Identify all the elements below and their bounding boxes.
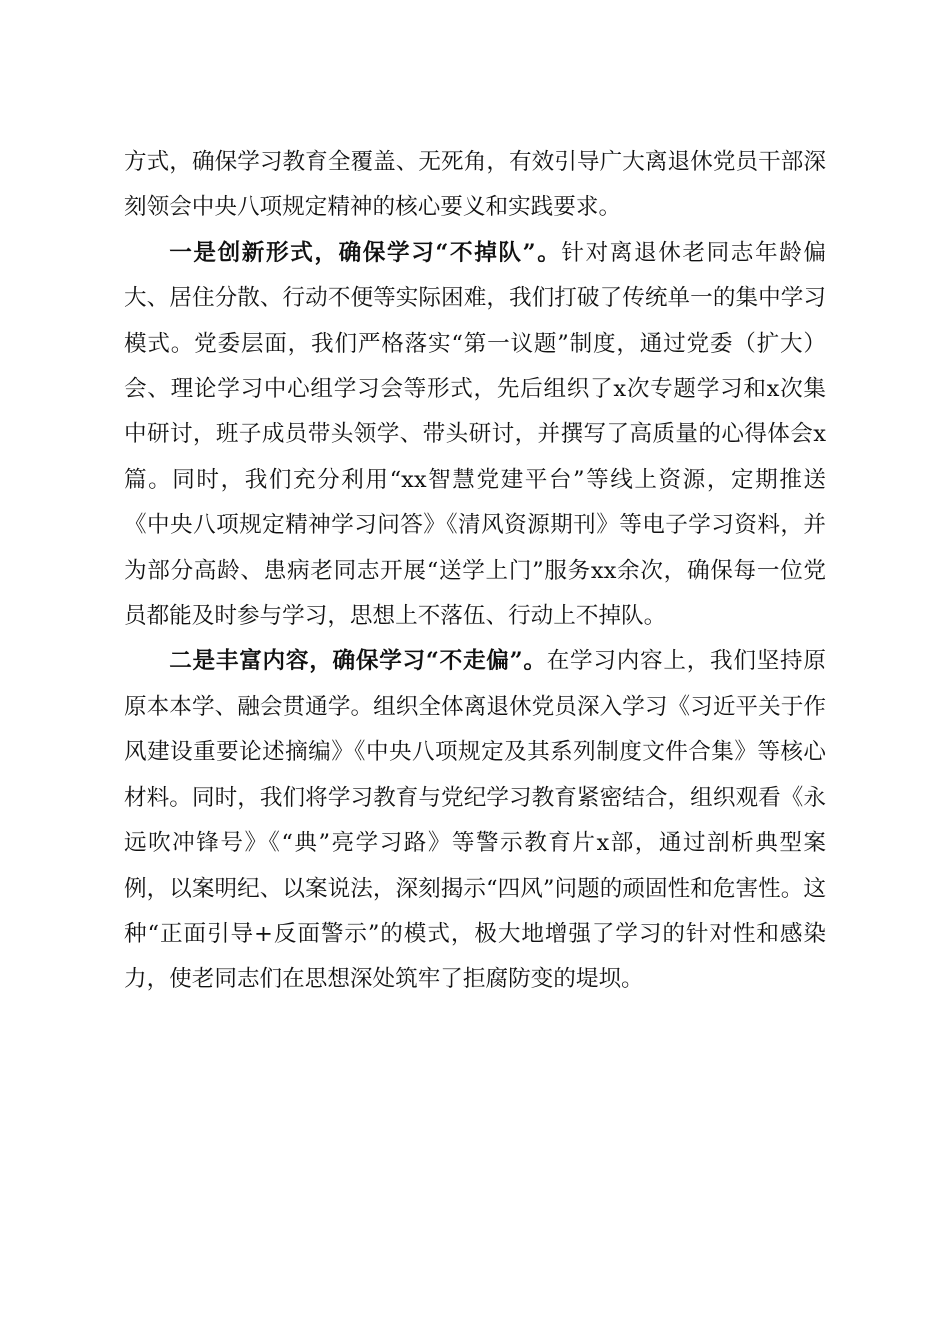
paragraph-text: 针对离退休老同志年龄偏大、居住分散、行动不便等实际困难，我们打破了传统单一的集中学习模式。党委层面，我们严格落实“第一议题”制度，通过党委（扩大）会、理论学习中心组学习会等形式，先后组织了x次专题学习和x次集中研讨，班子成员带头领学、带头研讨，并撰写了高质量的心得体会x篇。同时，我们充分利用“xx智慧党建平台”等线上资源，定期推送《中央八项规定精神学习问答》《清风资源期刊》等电子学习资料，并为部分高龄、患病老同志开展“送学上门”服务xx余次，确保每一位党员都能及时参与学习，思想上不落伍、行动上不掉队。	[124, 239, 827, 630]
paragraph-heading: 二是丰富内容，确保学习“不走偏”。	[169, 648, 547, 675]
paragraph-text: 方式，确保学习教育全覆盖、无死角，有效引导广大离退休党员干部深刻领会中央八项规定精神的核心要义和实践要求。	[124, 149, 826, 221]
paragraph-innovation	[124, 231, 826, 640]
document-body	[124, 140, 826, 1003]
paragraph-heading: 一是创新形式，确保学习“不掉队”。	[169, 239, 562, 266]
paragraph-content	[124, 639, 826, 1002]
paragraph-continuation	[124, 140, 826, 231]
paragraph-text: 在学习内容上，我们坚持原原本本学、融会贯通学。组织全体离退休党员深入学习《习近平关于作风建设重要论述摘编》《中央八项规定及其系列制度文件合集》等核心材料。同时，我们将学习教育与党纪学习教育紧密结合，组织观看《永远吹冲锋号》《“典”亮学习路》等警示教育片x部，通过剖析典型案例，以案明纪、以案说法，深刻揭示“四风”问题的顽固性和危害性。这种“正面引导+反面警示”的模式，极大地增强了学习的针对性和感染力，使老同志们在思想深处筑牢了拒腐防变的堤坝。	[124, 648, 826, 993]
